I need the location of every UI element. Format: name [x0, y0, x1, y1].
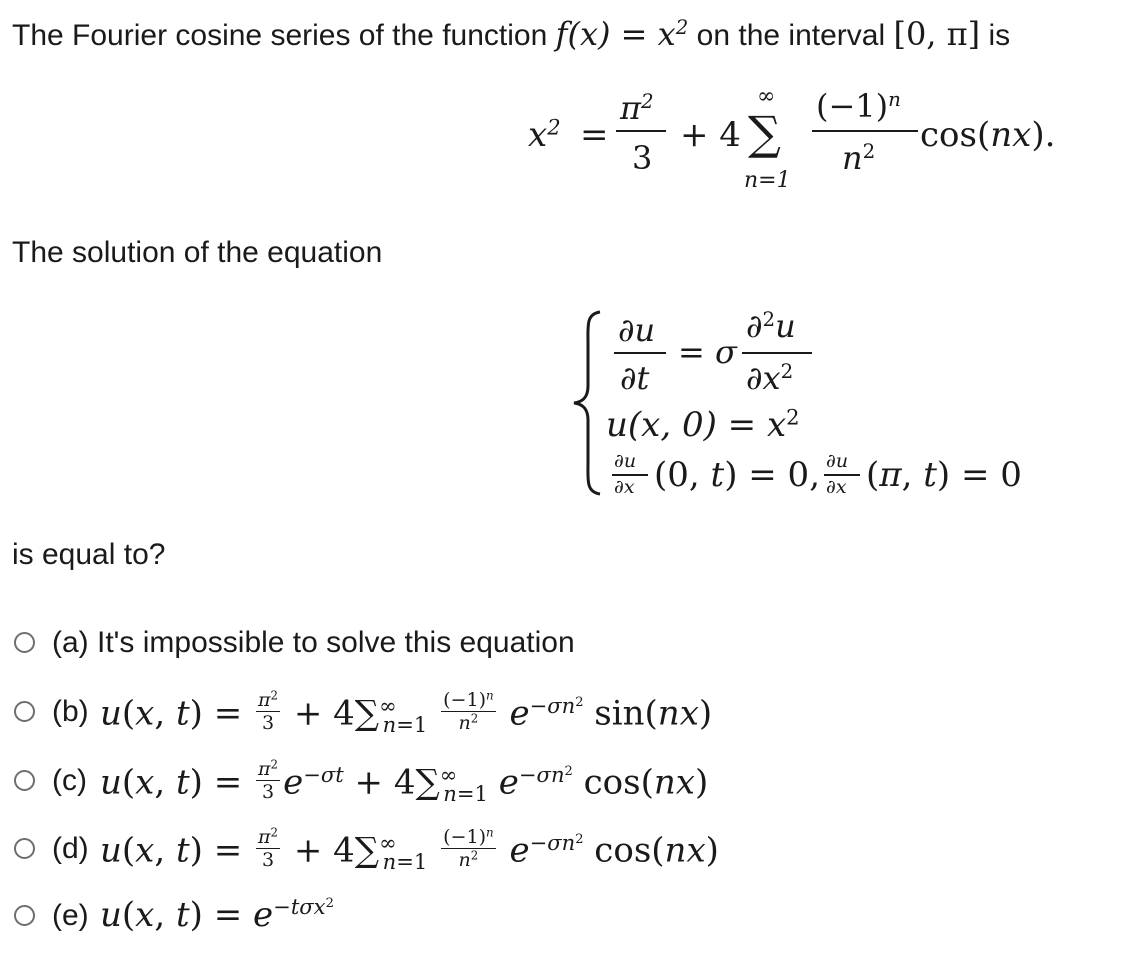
intro-function: $f(x) = x^2$: [555, 15, 689, 53]
row1-eq-sigma: = σ: [678, 333, 737, 371]
intro-line: [12, 15, 1011, 53]
solution-text: The solution of the equation: [12, 236, 383, 269]
row1-rhs-bar: [742, 352, 812, 354]
row1-rhs-den: $\partial x^2$: [746, 359, 794, 397]
row1-lhs-bar: [614, 352, 666, 354]
intro-suffix: is: [988, 19, 1011, 52]
radio-c[interactable]: [14, 770, 35, 791]
row3-frac1-num: ∂u: [614, 450, 637, 472]
row3-end: (π, t) = 0: [866, 455, 1022, 495]
row3-frac2-num: ∂u: [826, 450, 849, 472]
radio-b[interactable]: [14, 701, 35, 722]
row2: u(x, $0) = x^2$: [606, 404, 800, 445]
row3-mid: (0, t) = 0,: [654, 455, 820, 495]
radio-a[interactable]: [14, 632, 35, 653]
series-sigma-lower: n=1: [744, 168, 791, 193]
series-t1-bar: [616, 130, 666, 132]
option-a-label[interactable]: (a) It's impossible to solve this equation: [52, 626, 575, 659]
option-b-letter[interactable]: (b): [52, 695, 89, 728]
series-plus4: + 4: [680, 115, 741, 155]
series-t1-num: $\pi^2$: [620, 89, 654, 127]
option-c-formula: u(x, t) = $\frac{\pi^2}{3}$ $e^{-\sigma t} + 4\sum^\infty_{n=1}$ $e^{-\sigma n^2}$ cos(nx): [100, 757, 709, 806]
option-d-letter[interactable]: (d): [52, 832, 89, 865]
option-b-formula: u(x, t) = $\frac{\pi^2}{3}$ + $4\sum^\infty_{n=1}$ $\frac{(-1)^n}{n^2}$ $e^{-\sigma n^2}$ sin(nx): [100, 688, 713, 737]
option-c-letter[interactable]: (c): [52, 764, 87, 797]
radio-d[interactable]: [14, 838, 35, 859]
intro-interval: [0, π]: [893, 15, 981, 53]
series-equals: =: [580, 115, 609, 155]
intro-mid: on the interval: [696, 19, 886, 52]
intro-prefix: The Fourier cosine series of the function: [12, 19, 548, 52]
equal-text: is equal to?: [12, 538, 166, 571]
series-lhs: $x^2$: [528, 114, 561, 155]
series-t2-num: $(-1)^n$: [816, 87, 901, 125]
series-sigma-upper: ∞: [757, 84, 776, 109]
left-brace: [570, 308, 606, 498]
option-d-formula: u(x, t) = $\frac{\pi^2}{3}$ + $4\sum^\infty_{n=1}$ $\frac{(-1)^n}{n^2}$ $e^{-\sigma n^2}$ cos(nx): [100, 825, 719, 874]
option-e-formula: u(x, $t) = e^{-t\sigma x^2}$: [100, 894, 334, 935]
radio-e[interactable]: [14, 905, 35, 926]
series-cos: cos(nx).: [920, 115, 1056, 155]
row1-rhs-num: ∂$^2$u: [746, 307, 796, 345]
row3-frac2-den: ∂x: [826, 476, 847, 498]
series-t2-den: $n^2$: [842, 139, 876, 177]
row1-lhs-den: ∂t: [620, 359, 650, 397]
series-sigma: ∑: [748, 106, 781, 160]
option-e-letter[interactable]: (e): [52, 899, 89, 932]
series-t2-bar: [812, 130, 918, 132]
row3-frac1-den: ∂x: [614, 476, 635, 498]
row1-lhs-num: ∂u: [618, 311, 656, 349]
series-t1-den: 3: [632, 139, 653, 177]
